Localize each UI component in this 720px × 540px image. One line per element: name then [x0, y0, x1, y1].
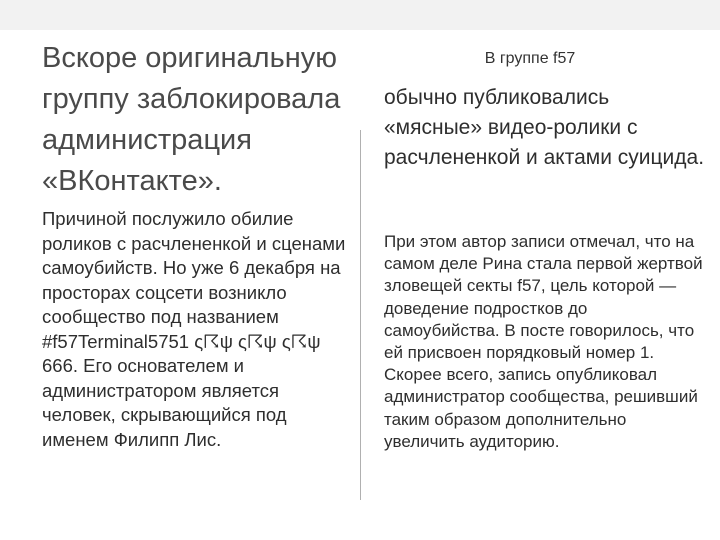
slide-title: Вскоре оригинальную группу заблокировала администрация «ВКонтакте». [42, 42, 341, 197]
column-divider [360, 130, 361, 500]
right-body-text: При этом автор записи отмечал, что на самом деле Рина стала первой жертвой зловещей секты f57, цель которой — доведение подростков до самоубийства. В посте говорилось, что ей присвоен порядковый номер 1. Скорее всего, запись опубликовал администратор сообщества, решивший таким образом дополнительно увеличить аудиторию. [384, 232, 703, 451]
left-body-text: Причиной послужило обилие роликов с расчлененкой и сценами самоубийств. Но уже 6 декабря на просторах соцсети возникло сообщество под названием #f57Terminal5751 ς☈ψ ς☈ψ ς☈ψ 666. Его основателем и администратором является человек, скрывающийся под именем Филипп Лис. [42, 208, 346, 450]
group-label: В группе f57 [484, 50, 576, 67]
top-band [0, 0, 720, 30]
right-lead-text: обычно публиковались «мясные» видео-ролики с расчлененкой и актами суицида. [384, 86, 705, 169]
